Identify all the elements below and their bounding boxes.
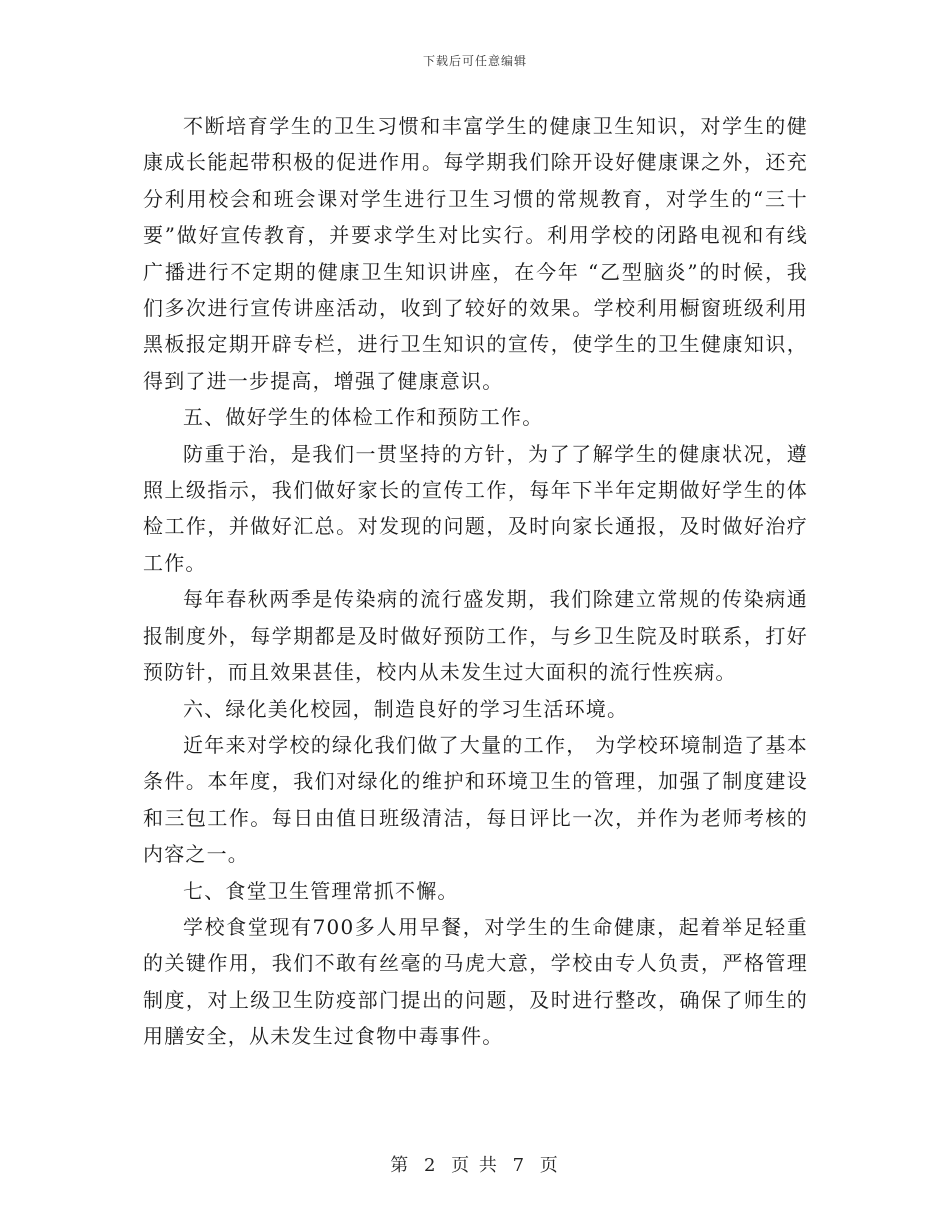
footer-suffix: 页	[539, 1155, 560, 1176]
document-body	[143, 108, 808, 1055]
total-page-number: 7	[512, 1155, 527, 1176]
paragraph-physical-exam: 防重于治，是我们一贯坚持的方针，为了了解学生的健康状况，遵照上级指示，我们做好家长的宣传工作，每年下半年定期做好学生的体检工作，并做好汇总。对发现的问题，及时向家长通报，及时做好治疗工作。	[143, 441, 808, 575]
paragraph-disease-prevention: 每年春秋两季是传染病的流行盛发期，我们除建立常规的传染病通报制度外，每学期都是及时做好预防工作，与乡卫生院及时联系，打好预防针，而且效果甚佳，校内从未发生过大面积的流行性疾病。	[143, 587, 808, 685]
section-heading-5: 五、做好学生的体检工作和预防工作。	[183, 405, 544, 430]
section-heading-6: 六、绿化美化校园，制造良好的学习生活环境。	[183, 696, 629, 721]
current-page-number: 2	[423, 1155, 438, 1176]
paragraph-health-education: 不断培育学生的卫生习惯和丰富学生的健康卫生知识，对学生的健康成长能起带积极的促进作用。每学期我们除开设好健康课之外，还充分利用校会和班会课对学生进行卫生习惯的常规教育，对学生的“三十要”做好宣传教育，并要求学生对比实行。利用学校的闭路电视和有线广播进行不定期的健康卫生知识讲座，在今年 “乙型脑炎”的时候，我们多次进行宣传讲座活动，收到了较好的效果。学校利用橱窗班级利用黑板报定期开辟专栏，进行卫生知识的宣传，使学生的卫生健康知识，得到了进一步提高，增强了健康意识。	[143, 114, 808, 393]
page-header: 下载后可任意编辑	[422, 54, 527, 68]
footer-prefix: 第	[390, 1155, 411, 1176]
section-heading-7: 七、食堂卫生管理常抓不懈。	[183, 878, 459, 903]
paragraph-canteen-hygiene: 学校食堂现有700多人用早餐，对学生的生命健康，起着举足轻重的关键作用，我们不敢有丝毫的马虎大意，学校由专人负责，严格管理制度，对上级卫生防疫部门提出的问题，及时进行整改，确保了师生的用膳安全，从未发生过食物中毒事件。	[143, 914, 808, 1049]
page-footer	[0, 1151, 950, 1177]
footer-middle: 页 共	[451, 1155, 499, 1176]
paragraph-campus-greening: 近年来对学校的绿化我们做了大量的工作， 为学校环境制造了基本条件。本年度，我们对绿化的维护和环境卫生的管理，加强了制度建设和三包工作。每日由值日班级清洁，每日评比一次，并作为老师考核的内容之一。	[143, 732, 808, 867]
